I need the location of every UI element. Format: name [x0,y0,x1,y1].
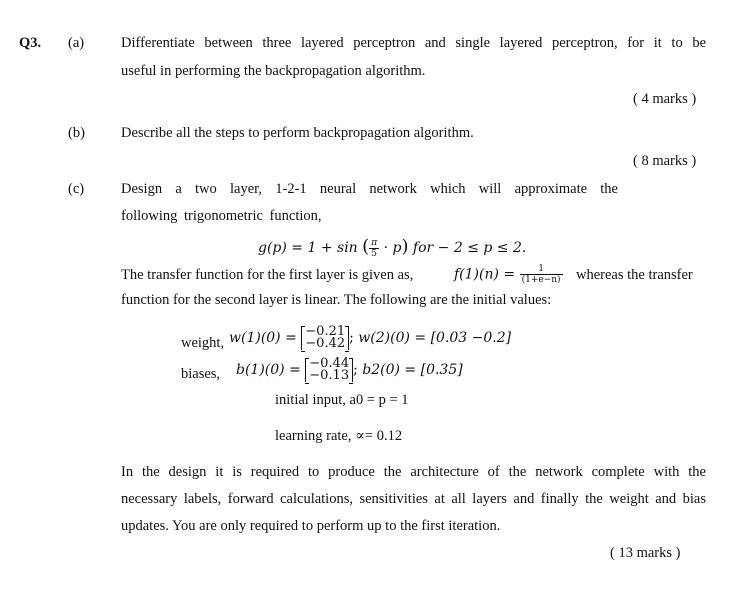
equation-g-frac-den: 5 [371,248,378,259]
w1-lhs: w(1)(0) = [229,330,297,346]
equation-g-lhs: g(p) = 1 + sin [258,240,358,256]
weight-label: weight, [181,335,225,351]
b1-lhs: b(1)(0) = [236,362,301,378]
initial-input: initial input, a0 = p = 1 [275,392,409,408]
transfer-text2: whereas the transfer [576,267,693,283]
equation-g-frac [369,238,379,259]
transfer-text1: The transfer function for the first layer is given as, [121,267,414,283]
w1-value-2: −0.42 [305,336,346,351]
transfer-function [454,264,563,285]
part-a-line2: useful in performing the backpropagation algorithm. [121,63,426,79]
design-line1: In the design it is required to produce the architecture of the network complete with the [121,464,706,480]
transfer-frac-num: 1 [520,264,563,275]
design-line3: updates. You are only required to perform up to the first iteration. [121,518,501,534]
equation-g-rhs: for − 2 ≤ p ≤ 2. [412,240,527,256]
w1-value-1: −0.21 [305,324,346,339]
part-c-line1: Design a two layer, 1-2-1 neural network which will approximate the [121,181,618,197]
w1-matrix [301,326,349,350]
bias-equation: b(1)(0) = −0.44 −0.13 ; b2(0) = [0.35] [236,356,463,383]
part-a-line1: Differentiate between three layered perceptron and single layered perceptron, for it to be [121,35,706,51]
b1-matrix [305,358,353,382]
weight-equation: w(1)(0) = −0.21 −0.42 ; w(2)(0) = [0.03 −0.2] [229,324,512,351]
part-a-label: (a) [68,35,85,51]
part-c-label: (c) [68,181,85,197]
transfer-frac [520,264,563,285]
part-b-marks: ( 8 marks ) [633,153,697,169]
part-b-label: (b) [68,125,85,141]
b1-value-1: −0.44 [309,356,350,371]
design-line2: necessary labels, forward calculations, sensitivities at all layers and finally the weight and bias [121,491,706,507]
w2-equation: w(2)(0) = [0.03 −0.2] [358,330,512,346]
part-a-marks: ( 4 marks ) [633,91,697,107]
equation-g-mid: · p [383,240,402,256]
transfer-fn-lhs: f(1)(n) = [454,266,516,283]
biases-label: biases, [181,366,221,382]
part-b-line1: Describe all the steps to perform backpropagation algorithm. [121,125,474,141]
part-c-marks: ( 13 marks ) [610,545,681,561]
question-number: Q3. [19,35,42,51]
equation-g: g(p) = 1 + sin ( $\frac{\pi}{5}$ · p) for − 2 ≤ p ≤ 2. [258,236,527,259]
b1-value-2: −0.13 [309,368,350,383]
transfer-frac-den: (1+e−n) [521,275,561,285]
equation-g-frac-num: π [371,237,378,248]
learning-rate: learning rate, ∝= 0.12 [275,428,403,444]
b2-equation: b2(0) = [0.35] [362,362,463,378]
part-c-line2: following trigonometric function, [121,208,322,224]
transfer-line2: function for the second layer is linear. The following are the initial values: [121,292,552,308]
